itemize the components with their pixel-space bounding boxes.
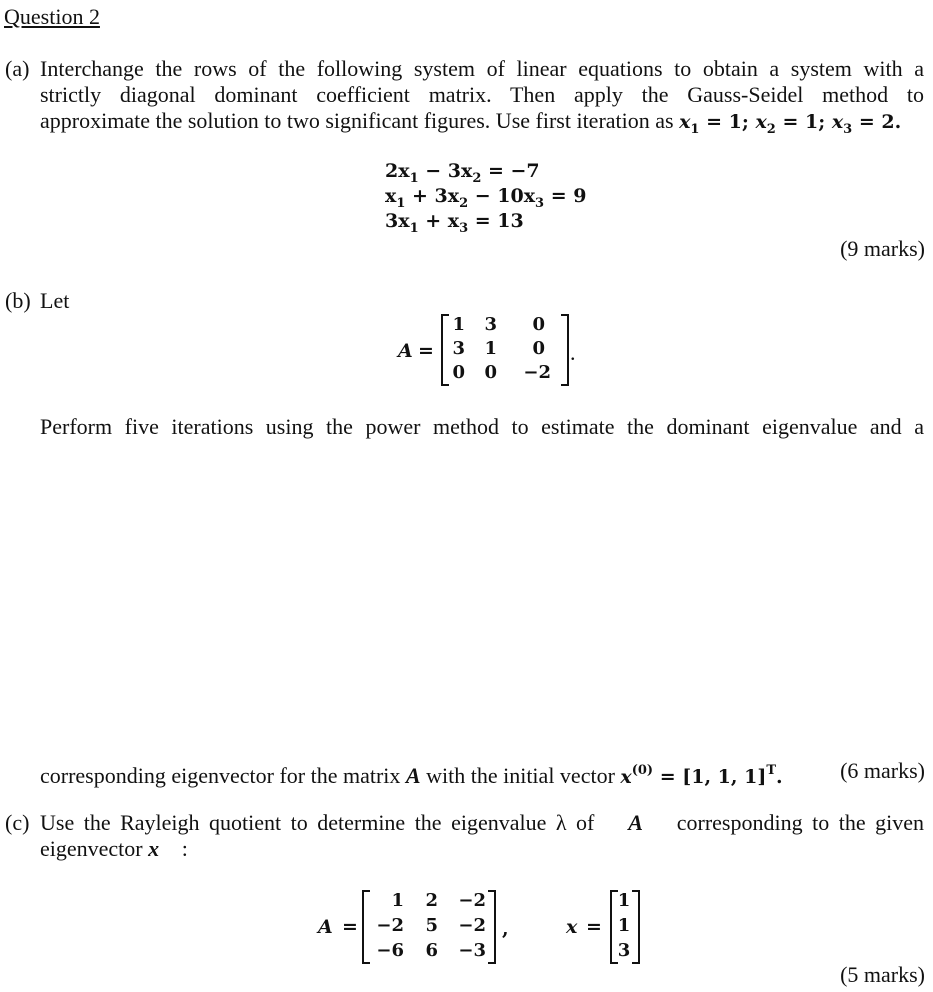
initial-values: $x_1 = 1$; $x_2 = 1$; $x_3 = 2$. [679,111,902,137]
vector-cell: 1 [617,915,631,936]
matrix-right-bracket [488,890,496,964]
part-a-line-1: Interchange the rows of the following system of linear equations to obtain a system with a [40,56,924,81]
matrix-cell: 5 [425,915,438,936]
matrix-a-equals: = [418,340,434,362]
part-b-marks: (6 marks) [840,758,925,783]
equation-3: $3x_1 + x_3 = 13$ [385,210,524,236]
matrix-cell: 6 [425,940,438,961]
matrix-cell: −2 [523,362,551,383]
matrix-b-period: . [570,340,576,365]
equation-1: $2x_1 - 3x_2 = -7$ [385,160,540,186]
part-b-line-1: Perform five iterations using the power method to estimate the dominant eigenvalue and a [40,414,924,439]
question-title: Question 2 [4,4,100,29]
part-b-line-2: corresponding eigenvector for the matrix A with the initial vector $x^{(0)} = [1$, 1, 1]$^T$. [40,763,783,788]
matrix-c-name: A [318,916,333,938]
matrix-c-equals: = [342,916,358,938]
matrix-a-name: A [398,340,413,362]
matrix-cell: −2 [458,915,486,936]
part-a-marks: (9 marks) [840,236,925,261]
initial-vector: $x^{(0)} = [1$, 1, 1]$^T$. [620,763,783,788]
part-a-line-3 [40,108,901,143]
matrix-cell: −6 [376,940,404,961]
matrix-right-bracket [561,314,569,386]
part-a-line-2: strictly diagonal dominant coefficient matrix. Then apply the Gauss-Seidel method to [40,82,924,107]
part-b-label: (b) [5,288,31,313]
matrix-cell: 0 [532,338,545,359]
part-a-label: (a) [5,56,30,81]
matrix-cell: −2 [458,890,486,911]
matrix-cell: 1 [452,314,465,335]
matrix-cell: 3 [452,338,465,359]
matrix-cell: 0 [484,362,497,383]
matrix-cell: 0 [532,314,545,335]
matrix-cell: 1 [391,890,404,911]
part-b-let: Let [40,288,70,313]
vector-x-equals: = [586,916,602,938]
matrix-cell: 1 [484,338,497,359]
matrix-b [441,314,569,386]
matrix-c-comma: , [502,918,509,940]
vector-x-name: x [566,916,578,938]
matrix-c [362,890,496,964]
part-c-line-1: Use the Rayleigh quotient to determine the eigenvalue λ of A corresponding to the given [40,810,924,835]
equation-2: $x_1 + 3x_2 - 10x_3 = 9$ [385,185,587,211]
matrix-cell: 0 [452,362,465,383]
matrix-cell: −3 [458,940,486,961]
vector-x [610,890,640,964]
vector-cell: 1 [617,890,631,911]
part-c-label: (c) [5,810,30,835]
vector-cell: 3 [617,940,631,961]
matrix-cell: 2 [425,890,438,911]
part-c-marks: (5 marks) [840,962,925,987]
matrix-cell: 3 [484,314,497,335]
part-a-line-3-text: approximate the solution to two significant figures. Use first iteration as [40,108,674,133]
part-c-line-2: eigenvector x⃗ : [40,836,188,861]
matrix-cell: −2 [376,915,404,936]
